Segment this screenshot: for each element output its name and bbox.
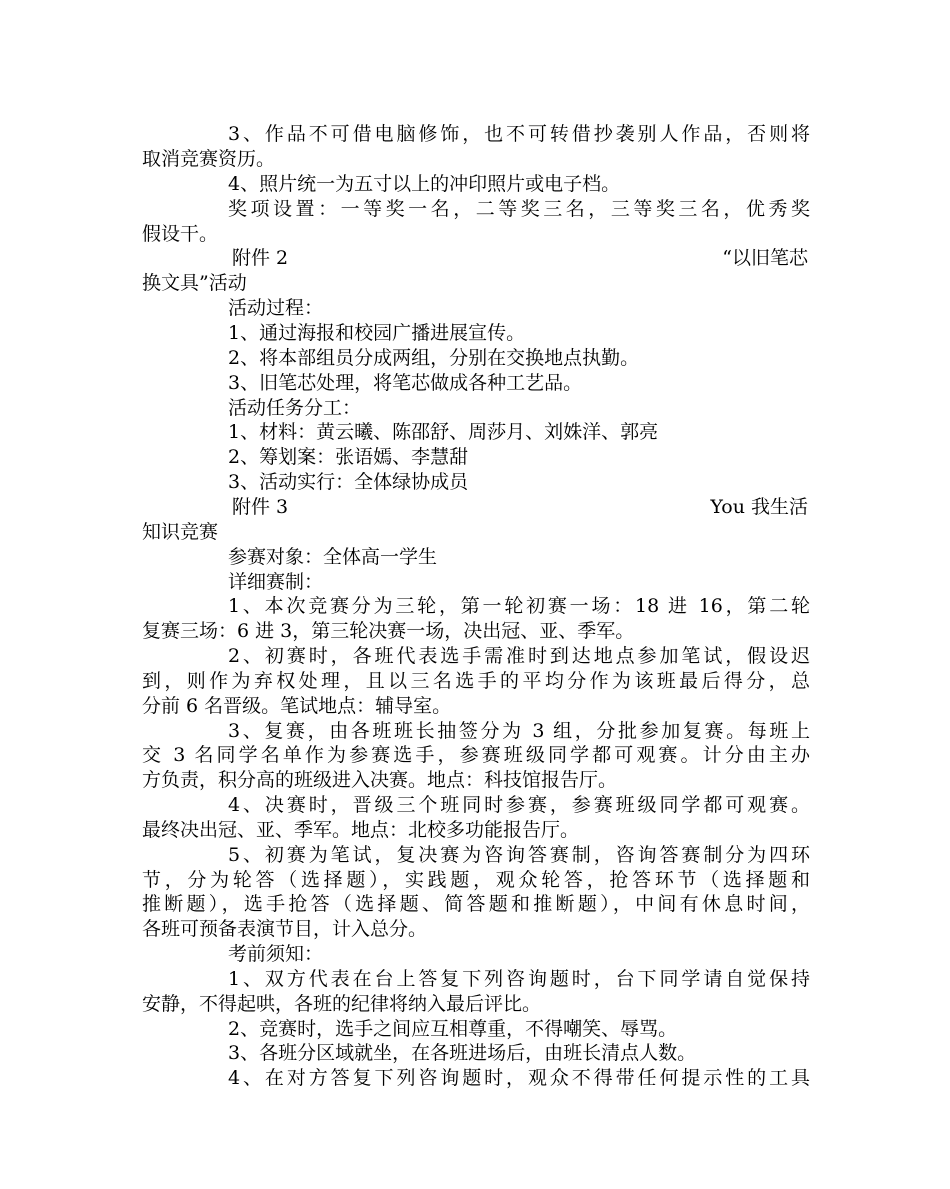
tasks-item-1: 1、材料：黄云曦、陈邵舒、周莎月、刘姝洋、郭亮 [228, 421, 659, 443]
participants: 参赛对象：全体高一学生 [228, 546, 438, 568]
rule-5-line-2: 节，分为轮答（选择题），实践题，观众轮答，抢答环节（选择题和 [142, 869, 810, 891]
rule-5-line-4: 各班可预备表演节目，计入总分。 [142, 918, 428, 940]
awards-line-2: 假设干。 [142, 223, 219, 245]
rule-2-line-3: 分前 6 名晋级。笔试地点：辅导室。 [142, 695, 452, 717]
appendix-3-title-part-1: You 我生活 [710, 496, 808, 518]
process-item-2: 2、将本部组员分成两组，分别在交换地点执勤。 [228, 347, 640, 369]
tasks-heading: 活动任务分工： [228, 397, 362, 419]
rule-2-line-2: 到，则作为弃权处理，且以三名选手的平均分作为该班最后得分，总 [142, 670, 810, 692]
rules-heading: 详细赛制： [228, 571, 324, 593]
appendix-3-label: 附件 3 [232, 496, 289, 518]
rule-4b-line-2: 最终决出冠、亚、季军。地点：北校多功能报告厅。 [142, 819, 580, 841]
rule-1-line-1: 1、本次竞赛分为三轮，第一轮初赛一场：18 进 16，第二轮 [228, 595, 810, 617]
notice-3: 3、各班分区域就坐，在各班进场后，由班长清点人数。 [228, 1042, 697, 1064]
notice-4: 4、在对方答复下列咨询题时，观众不得带任何提示性的工具 [228, 1067, 810, 1089]
rule-4b-line-1: 4、决赛时，晋级三个班同时参赛，参赛班级同学都可观赛。 [228, 794, 810, 816]
appendix-2-title-part-1: “以旧笔芯 [722, 247, 808, 269]
rule-3b-line-3: 方负责，积分高的班级进入决赛。地点：科技馆报告厅。 [142, 769, 618, 791]
tasks-item-3: 3、活动实行：全体绿协成员 [228, 471, 469, 493]
appendix-2-label: 附件 2 [232, 247, 289, 269]
rule-2-line-1: 2、初赛时，各班代表选手需准时到达地点参加笔试，假设迟 [228, 645, 810, 667]
rule-4: 4、照片统一为五寸以上的冲印照片或电子档。 [228, 173, 621, 195]
process-item-3: 3、旧笔芯处理，将笔芯做成各种工艺品。 [228, 372, 583, 394]
process-heading: 活动过程： [228, 297, 324, 319]
awards-line-1: 奖项设置：一等奖一名，二等奖三名，三等奖三名，优秀奖 [228, 198, 810, 220]
process-item-1: 1、通过海报和校园广播进展宣传。 [228, 322, 526, 344]
rule-1-line-2: 复赛三场：6 进 3，第三轮决赛一场，决出冠、亚、季军。 [142, 620, 635, 642]
appendix-2-title-part-2: 换文具”活动 [142, 272, 247, 294]
notice-2: 2、竞赛时，选手之间应互相尊重，不得嘲笑、辱骂。 [228, 1018, 678, 1040]
notice-1-line-2: 安静，不得起哄，各班的纪律将纳入最后评比。 [142, 993, 542, 1015]
notice-1-line-1: 1、双方代表在台上答复下列咨询题时，台下同学请自觉保持 [228, 968, 810, 990]
rule-5-line-1: 5、初赛为笔试，复决赛为咨询答赛制，咨询答赛制分为四环 [228, 844, 810, 866]
notice-heading: 考前须知： [228, 943, 324, 965]
rule-3b-line-2: 交 3 名同学名单作为参赛选手，参赛班级同学都可观赛。计分由主办 [142, 744, 810, 766]
rule-3b-line-1: 3、复赛，由各班班长抽签分为 3 组，分批参加复赛。每班上 [228, 720, 810, 742]
appendix-3-title-part-2: 知识竞赛 [142, 521, 219, 543]
rule-3-line-2: 取消竞赛资历。 [142, 148, 276, 170]
rule-5-line-3: 推断题），选手抢答（选择题、简答题和推断题），中间有休息时间， [142, 893, 810, 915]
tasks-item-2: 2、筹划案：张语嫣、李慧甜 [228, 446, 469, 468]
rule-3-line-1: 3、作品不可借电脑修饰，也不可转借抄袭别人作品，否则将 [228, 123, 810, 145]
